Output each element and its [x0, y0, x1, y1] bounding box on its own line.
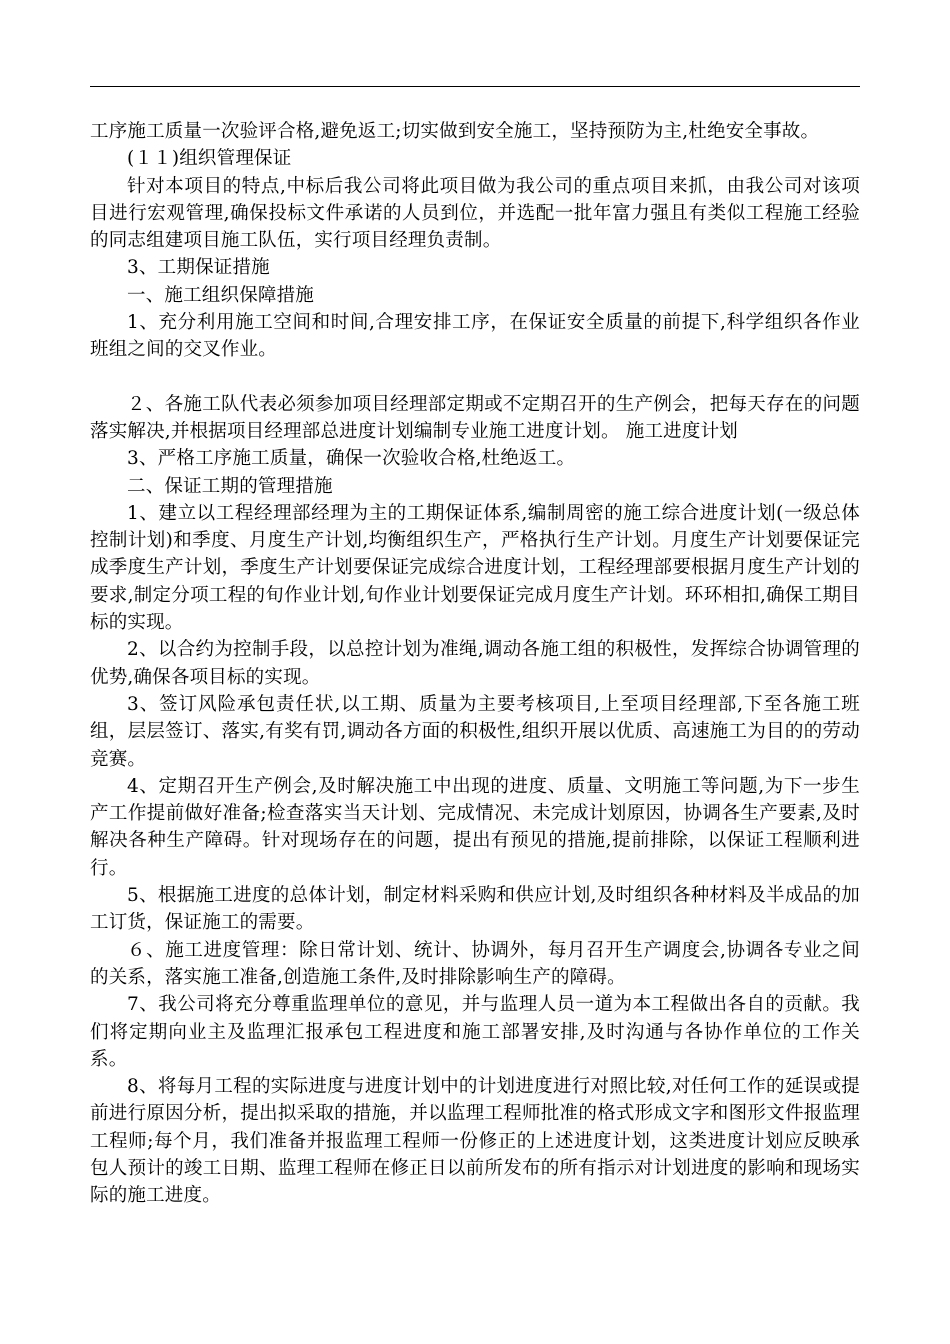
paragraph-item-2: ２、各施工队代表必须参加项目经理部定期或不定期召开的生产例会，把每天存在的问题落实解决,并根据项目经理部总进度计划编制专业施工进度计划。 施工进度计划 [90, 393, 860, 442]
paragraph-measure-7: 7、我公司将充分尊重监理单位的意见，并与监理人员一道为本工程做出各自的贡献。我们将定期向业主及监理汇报承包工程进度和施工部署安排,及时沟通与各协作单位的工作关系。 [90, 994, 860, 1070]
heading-schedule-guarantee: 3、工期保证措施 [127, 257, 270, 279]
paragraph-measure-2: 2、以合约为控制手段，以总控计划为准绳,调动各施工组的积极性，发挥综合协调管理的优势,确保各项目标的实现。 [90, 639, 860, 688]
document-body [90, 118, 860, 1210]
paragraph-measure-5: 5、根据施工进度的总体计划，制定材料采购和供应计划,及时组织各种材料及半成品的加工订货，保证施工的需要。 [90, 885, 860, 934]
paragraph-organization: 针对本项目的特点,中标后我公司将此项目做为我公司的重点项目来抓，由我公司对该项目进行宏观管理,确保投标文件承诺的人员到位，并选配一批年富力强且有类似工程施工经验的同志组建项目施工队伍，实行项目经理负责制。 [90, 175, 860, 252]
paragraph-continuation: 工序施工质量一次验评合格,避免返工;切实做到安全施工，坚持预防为主,杜绝安全事故。 [90, 121, 820, 142]
header-rule [90, 86, 860, 87]
paragraph-item-1: 1、充分利用施工空间和时间,合理安排工序，在保证安全质量的前提下,科学组织各作业班组之间的交叉作业。 [90, 312, 860, 361]
paragraph-measure-4: 4、定期召开生产例会,及时解决施工中出现的进度、质量、文明施工等问题,为下一步生产工作提前做好准备;检查落实当天计划、完成情况、未完成计划原因，协调各生产要素,及时解决各种生产障碍。针对现场存在的问题，提出有预见的措施,提前排除，以保证工程顺利进行。 [90, 775, 860, 879]
blank-line [90, 364, 860, 391]
paragraph-measure-1: 1、建立以工程经理部经理为主的工期保证体系,编制周密的施工综合进度计划(一级总体控制计划)和季度、月度生产计划,均衡组织生产，严格执行生产计划。月度生产计划要保证完成季度生产计划，季度生产计划要保证完成综合进度计划，工程经理部要根据月度生产计划的要求,制定分项工程的旬作业计划,旬作业计划要保证完成月度生产计划。环环相扣,确保工期目标的实现。 [90, 502, 860, 634]
heading-management-measures: 二、保证工期的管理措施 [127, 475, 333, 497]
heading-organization-guarantee: (１１)组织管理保证 [127, 148, 292, 170]
paragraph-measure-6: ６、施工进度管理：除日常计划、统计、协调外，每月召开生产调度会,协调各专业之间的关系，落实施工准备,创造施工条件,及时排除影响生产的障碍。 [90, 939, 860, 988]
paragraph-item-3: 3、严格工序施工质量，确保一次验收合格,杜绝返工。 [127, 448, 576, 470]
heading-construction-organization: 一、施工组织保障措施 [127, 284, 315, 306]
paragraph-measure-8: 8、将每月工程的实际进度与进度计划中的计划进度进行对照比较,对任何工作的延误或提前进行原因分析，提出拟采取的措施，并以监理工程师批准的格式形成文字和图形文件报监理工程师;每个月，我们准备并报监理工程师一份修正的上述进度计划，这类进度计划应反映承包人预计的竣工日期、监理工程师在修正日以前所发布的所有指示对计划进度的影响和现场实际的施工进度。 [90, 1076, 860, 1207]
paragraph-measure-3: 3、签订风险承包责任状,以工期、质量为主要考核项目,上至项目经理部,下至各施工班组，层层签订、落实,有奖有罚,调动各方面的积极性,组织开展以优质、高速施工为目的的劳动竞赛。 [90, 693, 860, 770]
